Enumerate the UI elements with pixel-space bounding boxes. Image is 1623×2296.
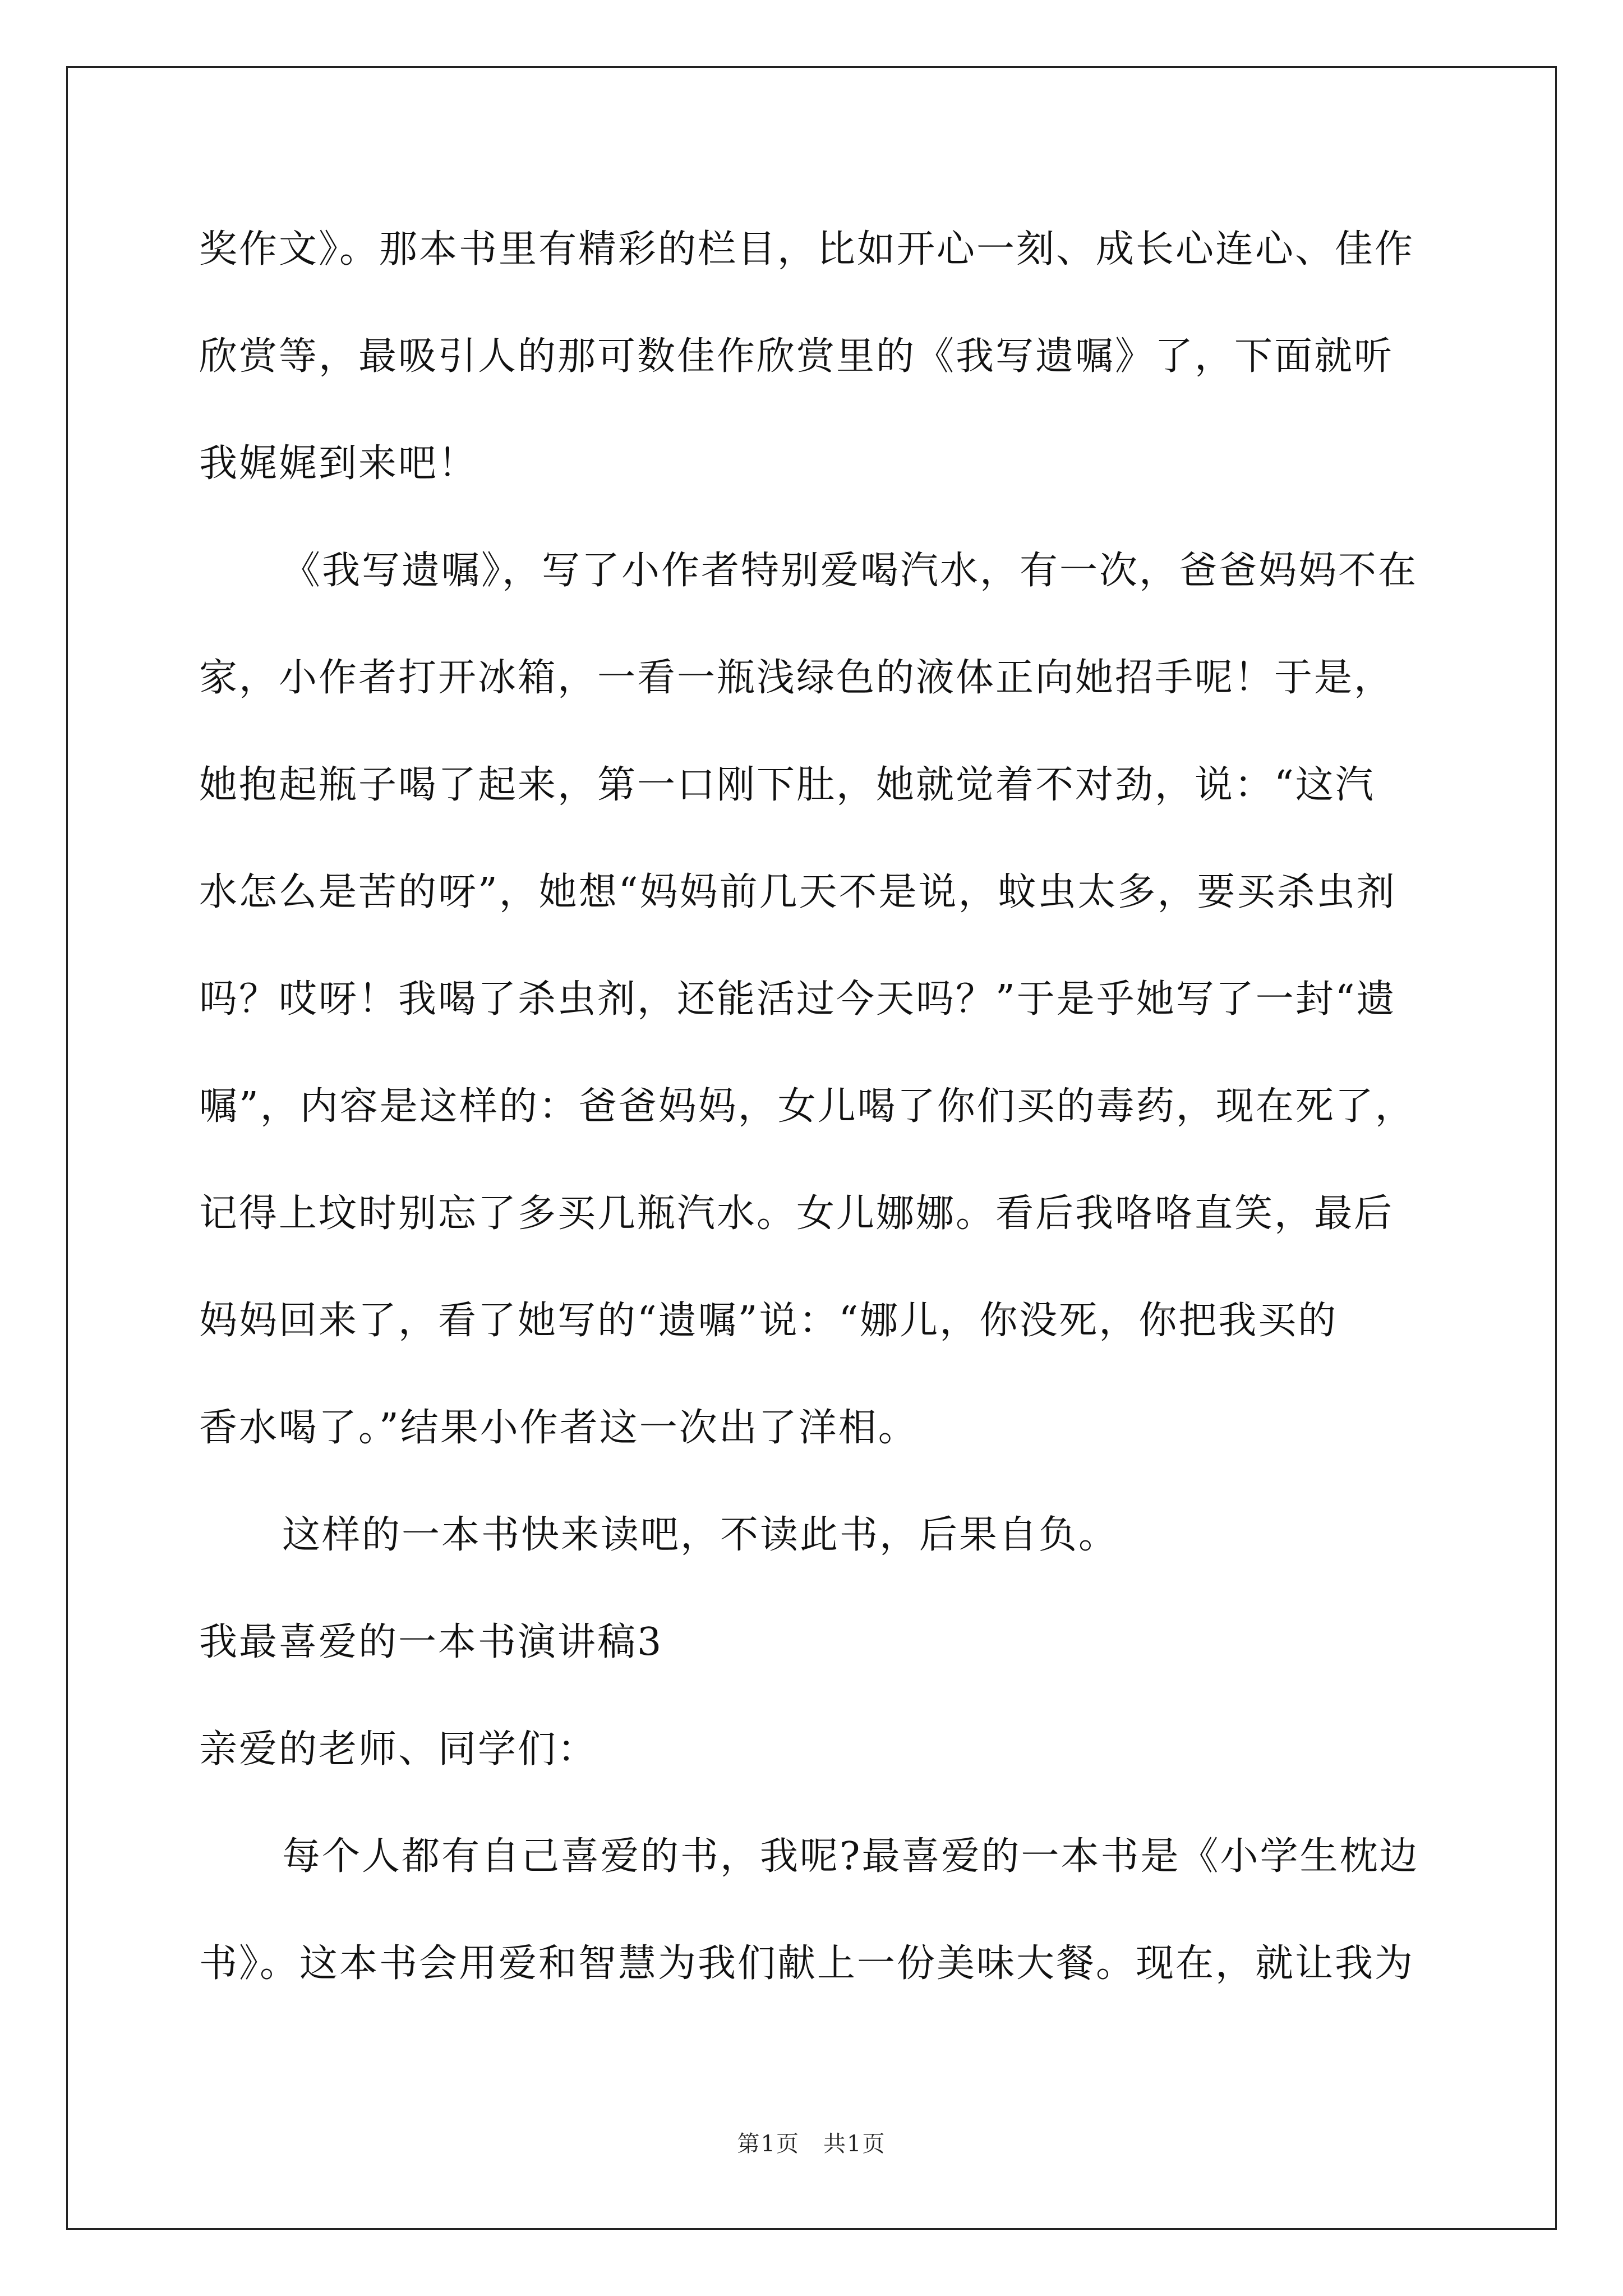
- page-number: 第1页 共1页: [737, 2131, 886, 2157]
- text-line: 她抱起瓶子喝了起来，第一口刚下肚，她就觉着不对劲，说：“这汽: [199, 763, 1375, 807]
- salutation: 亲爱的老师、同学们：: [199, 1727, 598, 1772]
- text-line: 家，小作者打开冰箱，一看一瓶浅绿色的液体正向她招手呢！于是，: [199, 656, 1394, 700]
- text-line: 欣赏等，最吸引人的那可数佳作欣赏里的《我写遗嘱》了，下面就听: [199, 334, 1394, 379]
- paragraph-start-line: 每个人都有自己喜爱的书，我呢?最喜爱的一本书是《小学生枕边: [282, 1834, 1419, 1879]
- text-line: 书》。这本书会用爱和智慧为我们献上一份美味大餐。现在，就让我为: [199, 1941, 1415, 1986]
- document-body: [199, 213, 1433, 2035]
- text-line: 吗？哎呀！我喝了杀虫剂，还能活过今天吗？”于是乎她写了一封“遗: [199, 977, 1396, 1022]
- section-title: 我最喜爱的一本书演讲稿3: [199, 1620, 663, 1664]
- paragraph-start-line: 这样的一本书快来读吧，不读此书，后果自负。: [282, 1513, 1119, 1557]
- text-line: 奖作文》。那本书里有精彩的栏目，比如开心一刻、成长心连心、佳作: [199, 227, 1415, 272]
- text-line: 我娓娓到来吧！: [199, 441, 478, 486]
- text-line: 香水喝了。”结果小作者这一次出了洋相。: [199, 1406, 918, 1450]
- text-line: 记得上坟时别忘了多买几瓶汽水。女儿娜娜。看后我咯咯直笑，最后: [199, 1191, 1394, 1236]
- text-line: 水怎么是苦的呀”，她想“妈妈前几天不是说，蚊虫太多，要买杀虫剂: [199, 870, 1396, 914]
- text-line: 嘱”，内容是这样的：爸爸妈妈，女儿喝了你们买的毒药，现在死了，: [199, 1084, 1415, 1129]
- text-line: 妈妈回来了，看了她写的“遗嘱”说：“娜儿，你没死，你把我买的: [199, 1299, 1338, 1343]
- paragraph-start-line: 《我写遗嘱》，写了小作者特别爱喝汽水，有一次，爸爸妈妈不在: [282, 549, 1418, 593]
